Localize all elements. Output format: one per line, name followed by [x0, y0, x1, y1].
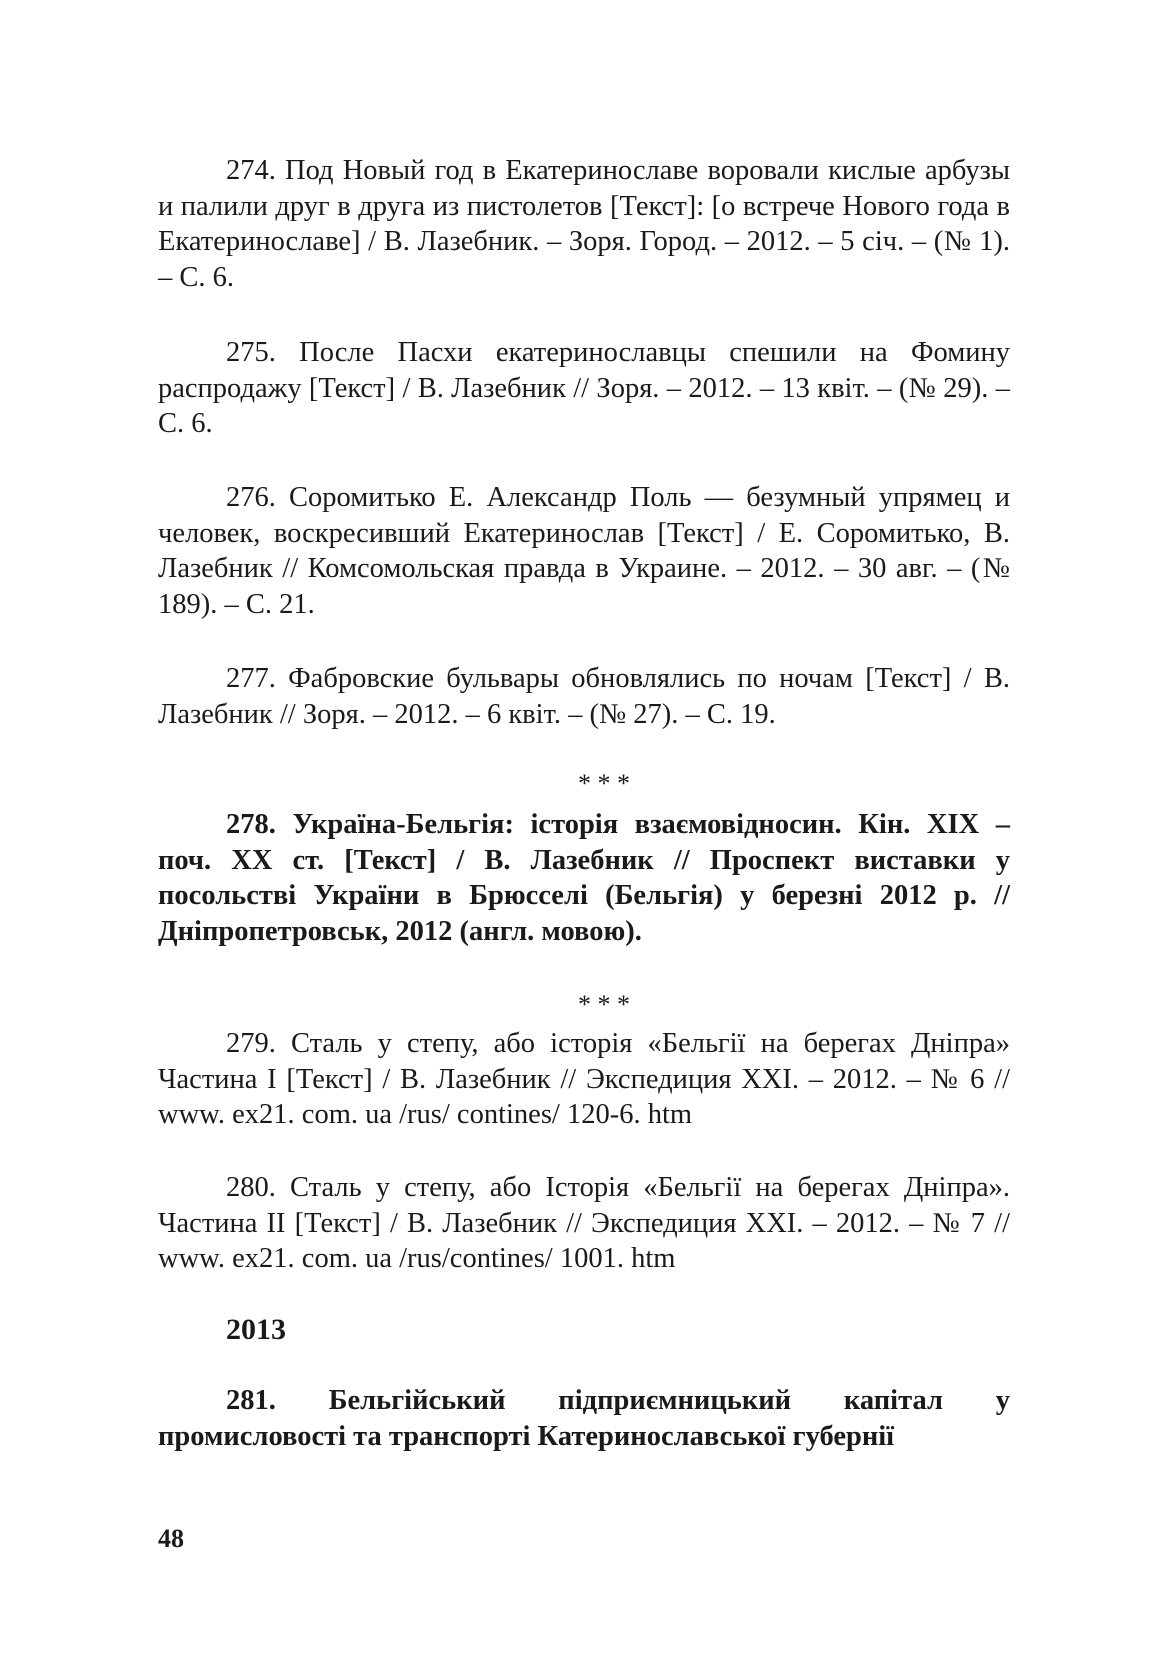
bibliography-entry-277: 277. Фабровские бульвары обновлялись по ночам [Текст] / В. Лазебник // Зоря. – 2012. – 6 квіт. – (№ 27). – С. 19. — [158, 663, 1010, 730]
bibliography-entry-275: 275. После Пасхи екатеринославцы спешили на Фомину распродажу [Текст] / В. Лазебник // Зоря. – 2012. – 13 квіт. – (№ 29). – С. 6. — [158, 337, 1010, 439]
year-heading: 2013 — [226, 1313, 286, 1346]
bibliography-entry-276: 276. Соромитько Е. Александр Поль — безумный упрямец и человек, воскресивший Екатеринослав [Текст] / Е. Соромитько, В. Лазебник // Комсомольская правда в Украине. – 2012. – 30 авг. – (№ 189). – С. 21. — [158, 482, 1010, 620]
bibliography-entry-274: 274. Под Новый год в Екатеринославе воровали кислые арбузы и палили друг в друга из пистолетов [Текст]: [о встрече Нового года в Екатеринославе] / В. Лазебник. – Зоря. Город. – 2012. – 5 січ. – (№ 1). – С. 6. — [158, 155, 1010, 293]
document-page — [158, 0, 1010, 1654]
bibliography-entry-279: 279. Сталь у степу, або історія «Бельгії на берегах Дніпра» Частина I [Текст] / В. Лазебник // Экспедиция XXI. – 2012. – № 6 // www. ex21. com. ua /rus/ contines/ 120-6. htm — [158, 1028, 1010, 1130]
bibliography-entry-281: 281. Бельгійський підприємницький капітал у промисловості та транспорті Катеринославської губернії — [158, 1385, 1010, 1452]
bibliography-entry-280: 280. Сталь у степу, або Історія «Бельгії на берегах Дніпра». Частина II [Текст] / В. Лазебник // Экспедиция XXI. – 2012. – № 7 // www. ex21. com. ua /rus/contines/ 1001. htm — [158, 1172, 1010, 1274]
page-number: 48 — [158, 1524, 184, 1553]
bibliography-entry-278: 278. Україна-Бельгія: історія взаємовідносин. Кін. XIX – поч. XX ст. [Текст] / В. Лазебник // Проспект виставки у посольстві України в Брюсселі (Бельгія) у березні 2012 р. // Дніпропетровськ, 2012 (англ. мовою). — [158, 809, 1010, 947]
section-separator: * * * — [578, 990, 630, 1019]
section-separator: * * * — [578, 769, 630, 798]
